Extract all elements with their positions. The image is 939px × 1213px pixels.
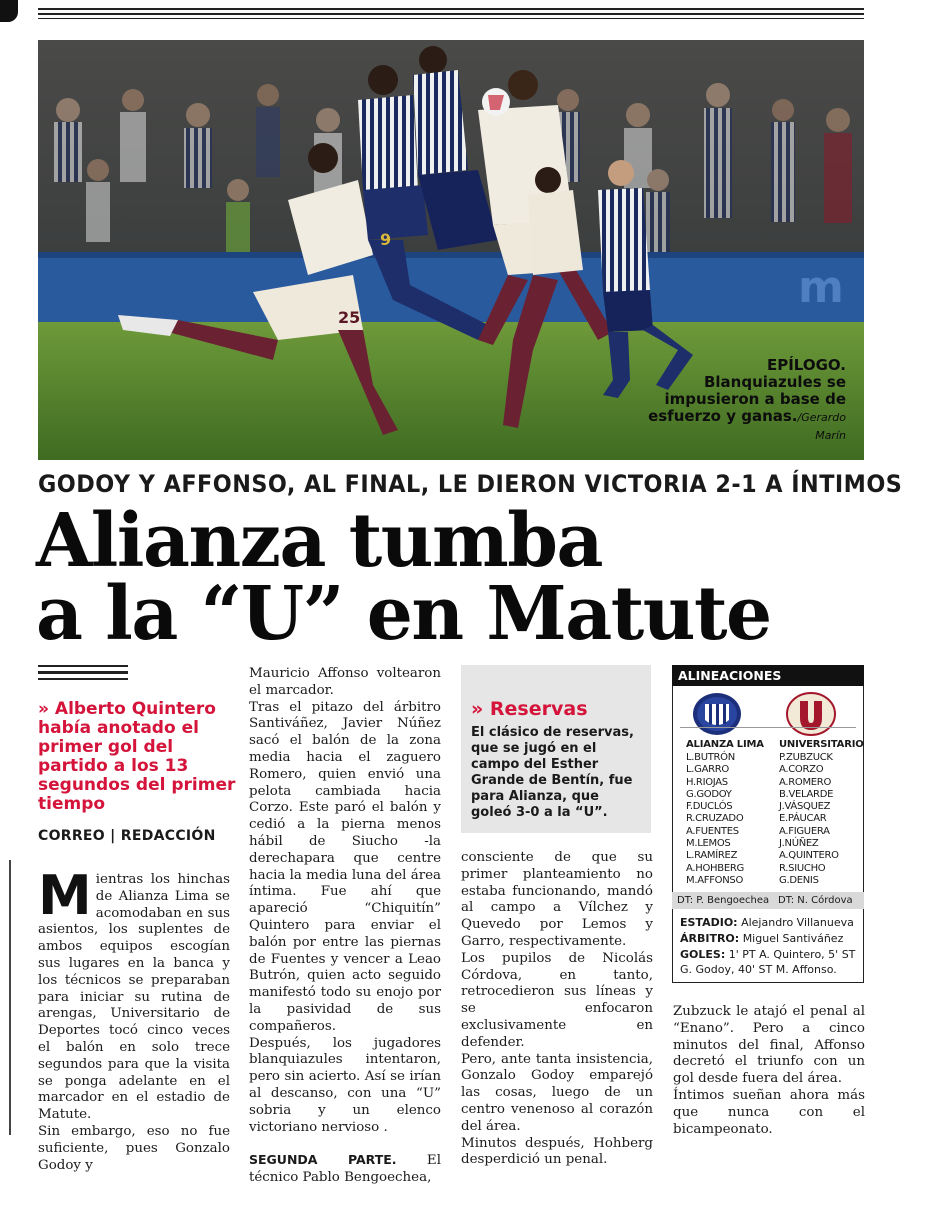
byline: CORREO | REDACCIÓN (38, 828, 216, 844)
dropcap: M (38, 864, 92, 927)
player-name: G.DENIS (779, 874, 819, 886)
player-name: A.QUINTERO (779, 850, 839, 862)
goals-label: GOLES: (680, 948, 726, 961)
section-text: El técnico Pablo Bengoechea, (249, 1153, 441, 1186)
away-coach: DT: N. Córdova (778, 895, 853, 906)
svg-text:m: m (798, 262, 844, 313)
player-name: R.CRUZADO (686, 813, 744, 825)
player-name: A.CORZO (779, 764, 824, 776)
top-rule-2 (38, 13, 864, 15)
article-column-2 (249, 666, 441, 1187)
photo-credit: /Gerardo Marín (797, 411, 846, 442)
top-rule-1 (38, 8, 864, 10)
headline-line-2: a la “U” en Matute (36, 571, 771, 657)
lead-rule-1 (38, 665, 128, 667)
player-name: G.GODOY (686, 788, 732, 800)
reserve-title (471, 698, 588, 720)
lead-text: Alberto Quintero había anotado el primer gol del partido a los 13 segundos del primer tiempo (38, 699, 236, 814)
article-paragraph: Sin embargo, eso no fue suficiente, pues Gonzalo Godoy y (38, 1123, 230, 1173)
article-paragraph: Minutos después, Hohberg desperdició un penal. (461, 1135, 653, 1168)
stadium-value: Alejandro Villanueva (741, 916, 854, 929)
svg-text:25: 25 (338, 308, 361, 327)
player-name: A.FIGUERA (779, 825, 830, 837)
player-name: L.GARRO (686, 764, 730, 776)
player-name: J.VÁSQUEZ (779, 801, 831, 813)
match-photo (38, 40, 864, 460)
reserve-chevron: » (471, 698, 484, 720)
goals-value: 1' PT A. Quintero, 5' ST G. Godoy, 40' ST M. Affonso. (680, 948, 856, 976)
referee-label: ÁRBITRO: (680, 932, 740, 945)
article-paragraph: Los pupilos de Nicolás Córdova, en tanto, retrocedieron sus líneas y se enfocaron exclusivamente en defender. (461, 950, 653, 1050)
caption-text: Blanquiazules se impusieron a base de esfuerzo y ganas. (648, 373, 846, 425)
home-coach: DT: P. Bengoechea (677, 895, 770, 906)
stadium-line (680, 915, 860, 930)
away-team-name: UNIVERSITARIO (779, 739, 864, 750)
headline (36, 498, 859, 657)
headline-line-1: Alianza tumba (36, 498, 603, 584)
referee-line (680, 931, 860, 946)
player-name: M.AFFONSO (686, 874, 744, 886)
article-column-1 (38, 864, 230, 1174)
photo-caption (646, 357, 846, 444)
lineup-header: ALINEACIONES (672, 665, 864, 686)
caption-title: EPÍLOGO. (766, 356, 846, 374)
kicker: GODOY Y AFFONSO, AL FINAL, LE DIERON VICTORIA 2-1 A ÍNTIMOS (38, 470, 903, 498)
player-name: J.NÚÑEZ (779, 838, 819, 850)
away-player-list (779, 752, 839, 887)
lead-summary (38, 700, 238, 814)
svg-text:9: 9 (380, 230, 392, 249)
article-paragraph: Pero, ante tanta insistencia, Gonzalo Godoy emparejó las cosas, luego de un centro venenoso al corazón del área. (461, 1051, 653, 1134)
player-name: F.DUCLÓS (686, 801, 733, 813)
lineup-divider (680, 727, 856, 728)
universitario-crest-icon (786, 692, 836, 736)
top-rule-3 (38, 18, 864, 19)
reserve-text: El clásico de reservas, que se jugó en el campo del Esther Grande de Bentín, fue para Alianza, que goleó 3-0 a la “U”. (471, 725, 634, 820)
player-name: L.BUTRÓN (686, 752, 735, 763)
lead-rule-2 (38, 671, 128, 674)
page-edge-tab (0, 0, 18, 22)
player-name: M.LEMOS (686, 838, 731, 850)
home-player-list (686, 752, 744, 887)
player-name: R.SIUCHO (779, 862, 826, 874)
referee-value: Miguel Santiváñez (742, 932, 844, 945)
page-edge-line (9, 860, 11, 1135)
lead-chevron: » (38, 699, 49, 719)
article-paragraph: Zubzuck le atajó el penal al “Enano”. Pero a cinco minutos del final, Affonso decretó el triunfo con un gol desde fuera del área. (673, 1004, 865, 1087)
article-paragraph: Mauricio Affonso voltearon el marcador. (249, 666, 441, 698)
article-column-3 (461, 850, 653, 1169)
player-name: L.RAMÍREZ (686, 850, 738, 862)
home-team-name: ALIANZA LIMA (686, 739, 764, 750)
section-heading: SEGUNDA PARTE. (249, 1152, 397, 1168)
article-paragraph: ientras los hinchas de Alianza Lima se acomodaban en sus asientos, los suplentes de ambos equipos escogían sus lugares en la banca y los técnicos se preparaban para iniciar su rutina de arengas, Universitario de Deportes tocó cinco veces el balón en solo trece segundos para que la visita se ponga adelante en el marcador en el estadio de Matute. (38, 872, 230, 1123)
reserve-title-text: Reservas (489, 698, 588, 720)
player-name: A.ROMERO (779, 776, 832, 788)
goals-line (680, 947, 858, 977)
article-paragraph (249, 1152, 441, 1187)
player-name: A.FUENTES (686, 825, 739, 837)
player-name: B.VELARDE (779, 788, 834, 800)
coaches-row (672, 892, 864, 909)
article-paragraph: Después, los jugadores blanquiazules intentaron, pero sin acierto. Así se irían al descanso, con una “U” sobria y un elenco victoriano nervioso . (249, 1035, 441, 1135)
player-name: A.HOHBERG (686, 862, 744, 874)
stadium-label: ESTADIO: (680, 916, 738, 929)
alianza-crest-icon (692, 692, 742, 736)
lead-rule-3 (38, 678, 128, 680)
player-name: P.ZUBZUCK (779, 752, 833, 763)
article-paragraph: consciente de que su primer planteamiento no estaba funcionando, mandó al campo a Vílchez y Quevedo por Lemos y Garro, respectivamente. (461, 850, 653, 949)
article-paragraph: Íntimos sueñan ahora más que nunca con el bicampeonato. (673, 1087, 865, 1137)
player-name: E.PÁUCAR (779, 813, 827, 825)
article-column-4 (673, 1004, 865, 1138)
player-name: H.RIOJAS (686, 776, 728, 788)
article-paragraph: Tras el pitazo del árbitro Santiváñez, Javier Núñez sacó el balón de la zona media hacia el zaguero Romero, quien envió una pelota cambiada hacia Corzo. Este paró el balón y cedió a la pierna menos hábil de Siucho -la derechapara que centre hacia la media luna del área íntima. Fue ahí que apareció “Chiquitín” Quintero para enviar el balón por entre las piernas de Fuentes y vencer a Leao Butrón, quien acto seguido manifestó todo su enojo por la pasividad de sus compañeros. (249, 699, 441, 1034)
